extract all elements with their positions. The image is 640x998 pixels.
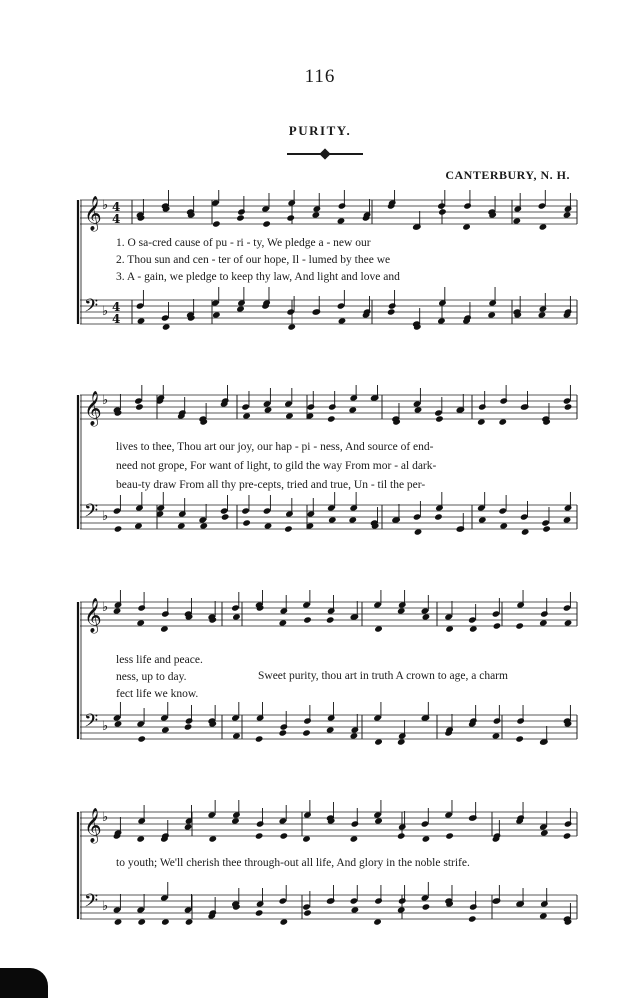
note-head [414,528,423,535]
flat-icon: ♭ [102,304,109,319]
note-head [285,412,294,419]
note-head [538,311,547,318]
note-head [114,720,123,727]
note-head [137,918,146,925]
flat-icon: ♭ [102,198,109,213]
note-head [349,504,358,511]
note-head [397,906,406,913]
flat-icon: ♭ [102,810,109,825]
note-head [157,504,166,511]
note-head [398,732,407,739]
note-head [351,906,360,913]
note-head [114,601,123,608]
note-head [563,516,572,523]
verse-2-line-1: 2. Thou sun and cen - ter of our hope, Il - lumed by thee we [116,254,391,266]
note-head [462,223,471,230]
note-head [262,220,271,227]
note-head [499,522,508,529]
note-head [422,714,431,721]
note-head [136,835,145,842]
verse-1-line-3: less life and peace. [116,654,203,666]
note-head [564,619,573,626]
treble-clef-icon: 𝄞 [84,808,102,843]
note-head [307,403,316,410]
note-head [350,732,359,739]
verse-3-line-3: fect life we know. [116,688,199,700]
note-head [313,308,322,315]
note-head [438,208,447,215]
note-head [327,415,336,422]
note-head [231,817,240,824]
note-head [348,516,357,523]
note-head [232,613,241,620]
hymn-title: PURITY. [288,123,352,138]
bass-staff [80,882,577,926]
note-head [137,817,146,824]
note-head [539,223,548,230]
note-head [137,735,146,742]
note-head [564,403,573,410]
note-head [488,299,497,306]
note-head [255,909,264,916]
note-head [351,726,360,733]
note-head [313,205,322,212]
flat-icon: ♭ [102,393,109,408]
note-head [422,835,431,842]
tune-source: CANTERBURY, N. H. [445,168,570,182]
treble-staff [80,385,577,427]
note-head [303,909,312,916]
page-number: 116 [304,66,336,87]
flat-icon: ♭ [102,600,109,615]
note-head [457,525,466,532]
note-head [337,217,346,224]
note-head [435,504,444,511]
flat-icon: ♭ [102,719,109,734]
note-head [477,418,486,425]
note-head [493,897,502,904]
note-head [135,403,144,410]
note-head [392,516,401,523]
note-head [487,311,496,318]
note-head [327,897,336,904]
time-signature-bottom: 4 [112,212,121,226]
note-head [338,202,347,209]
note-head [414,406,423,413]
note-head [114,525,123,532]
note-head [469,625,478,632]
verse-2-line-2: need not grope, For want of light, to gild the way From mor - al dark- [116,460,437,472]
note-head [328,516,337,523]
bass-staff [80,702,577,746]
note-head [312,211,321,218]
note-head [285,510,294,517]
time-signature-bottom: 4 [112,312,121,326]
note-head [232,811,241,818]
note-head [327,714,336,721]
staff-notation-4 [72,800,584,940]
music-system-4 [72,800,584,940]
note-head [135,504,144,511]
note-head [161,726,170,733]
note-head [540,610,549,617]
note-head [348,406,357,413]
note-head [302,835,311,842]
note-head [326,616,335,623]
note-head [199,522,208,529]
note-head [327,607,336,614]
note-head [177,522,186,529]
note-head [463,202,472,209]
music-system-1 [72,190,584,340]
note-head [398,823,407,830]
note-head [388,302,397,309]
note-head [137,604,146,611]
note-head [539,305,548,312]
note-head [564,205,573,212]
note-head [302,729,311,736]
bass-staff [80,492,577,536]
note-head [398,897,407,904]
bass-clef-icon: 𝄢 [84,711,99,736]
chorus-line-1: Sweet purity, thou art in truth A crown to age, a charm [258,670,508,682]
note-head [478,403,487,410]
note-head [542,525,551,532]
note-head [208,835,217,842]
music-system-2 [72,385,584,550]
note-head [161,610,170,617]
note-head [374,817,383,824]
note-head [212,311,221,318]
note-head [422,903,431,910]
music-system-3 [72,590,584,765]
note-head [256,820,265,827]
note-head [280,918,289,925]
note-head [563,211,572,218]
note-head [264,522,273,529]
note-head [374,738,383,745]
bass-clef-icon: 𝄢 [84,501,99,526]
note-head [114,918,123,925]
note-head [349,394,358,401]
chorus-line-2: to youth; We'll cherish thee through-out all life, And glory in the noble strife. [116,857,470,869]
note-head [422,613,431,620]
note-head [564,504,573,511]
note-head [303,616,312,623]
verse-3-line-1: 3. A - gain, we pledge to keep thy law, And light and love and [116,271,400,283]
note-head [256,900,265,907]
note-head [512,217,521,224]
note-head [350,835,359,842]
note-head [397,738,406,745]
bass-staff [80,287,577,331]
treble-staff [80,590,577,634]
verse-3-line-2: beau-ty draw From all thy pre-cepts, tried and true, Un - til the per- [116,479,426,491]
treble-clef-icon: 𝄞 [84,196,102,231]
note-head [469,814,478,821]
note-head [374,897,383,904]
note-head [498,418,507,425]
note-head [540,738,549,745]
note-head [284,525,293,532]
treble-clef-icon: 𝄞 [84,598,102,633]
note-head [351,820,360,827]
note-head [435,415,444,422]
note-head [438,299,447,306]
note-head [338,317,347,324]
verse-2-line-3: ness, up to day. [116,671,187,683]
note-head [256,714,265,721]
note-head [539,912,548,919]
note-head [434,513,443,520]
note-head [351,613,360,620]
note-head [303,717,312,724]
note-head [413,223,422,230]
verse-1-line-2: lives to thee, Thou art our joy, our hap - pi - ness, And source of end- [116,441,434,453]
treble-clef-icon: 𝄞 [84,391,102,426]
note-head [457,406,466,413]
note-head [387,308,396,315]
note-head [236,305,245,312]
note-head [398,601,407,608]
note-head [516,900,525,907]
note-head [255,832,264,839]
note-head [161,918,170,925]
note-head [279,729,288,736]
note-head [160,625,169,632]
note-head [374,625,383,632]
note-head [516,601,525,608]
note-head [397,832,406,839]
verse-1-line-1: 1. O sa-cred cause of pu - ri - ty, We pledge a - new our [116,237,371,249]
note-head [515,735,524,742]
note-head [328,403,337,410]
note-head [264,406,273,413]
note-head [515,622,524,629]
note-head [280,723,289,730]
note-head [280,832,289,839]
title-ornament-rule [287,153,363,155]
note-head [445,625,454,632]
note-head [307,510,316,517]
note-head [445,832,454,839]
note-head [242,519,251,526]
note-head [134,522,143,529]
bass-clef-icon: 𝄢 [84,891,99,916]
note-head [521,403,530,410]
note-head [516,717,525,724]
flat-icon: ♭ [102,509,109,524]
note-head [493,717,502,724]
note-head [469,903,478,910]
note-head [493,622,502,629]
note-head [521,528,530,535]
note-head [397,607,406,614]
note-head [184,723,193,730]
treble-staff [80,800,577,844]
bass-clef-icon: 𝄢 [84,296,99,321]
note-head [468,915,477,922]
note-head [373,918,382,925]
time-signature-top: 4 [112,200,121,214]
note-head [137,317,146,324]
note-head [232,732,241,739]
scan-edge-mark [0,968,48,998]
note-head [499,397,508,404]
note-head [212,220,221,227]
note-head [279,619,288,626]
note-head [303,811,312,818]
note-head [185,918,194,925]
note-head [287,323,296,330]
note-head [237,299,246,306]
note-head [326,726,335,733]
note-head [184,823,193,830]
note-head [563,832,572,839]
time-signature-top: 4 [112,300,121,314]
note-head [237,208,246,215]
note-head [286,214,295,221]
note-head [371,394,380,401]
note-head [162,323,171,330]
note-head [113,607,122,614]
note-head [242,412,251,419]
note-head [221,513,230,520]
note-head [540,900,549,907]
note-head [492,732,501,739]
treble-staff [80,190,577,232]
note-head [236,214,245,221]
note-head [185,717,194,724]
note-head [513,205,522,212]
note-head [178,510,187,517]
note-head [136,619,145,626]
note-head [478,516,487,523]
note-head [564,820,573,827]
note-head [540,829,549,836]
note-head [255,735,264,742]
note-head [280,607,289,614]
flat-icon: ♭ [102,899,109,914]
note-head [539,619,548,626]
note-head [287,199,296,206]
note-head [437,317,446,324]
